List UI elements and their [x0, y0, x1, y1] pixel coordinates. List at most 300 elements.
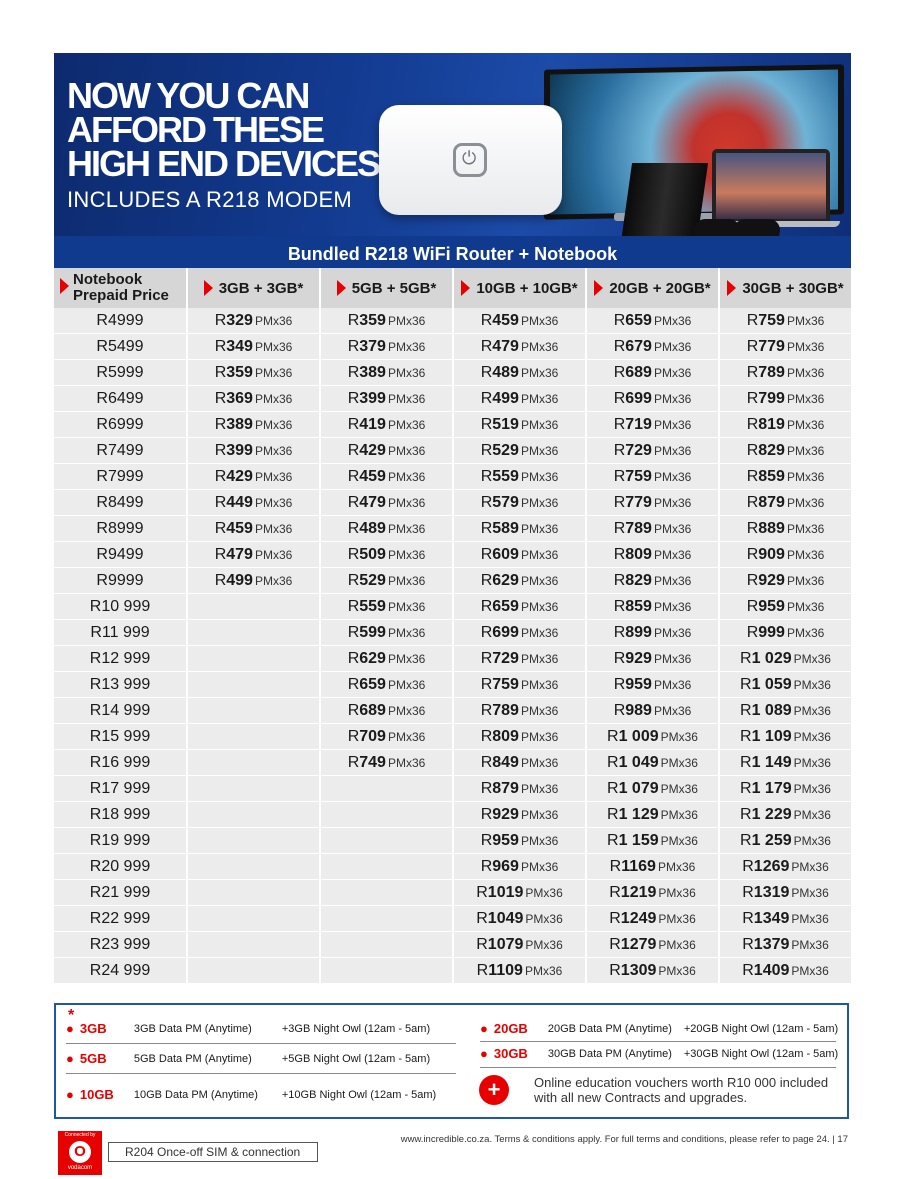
term-suffix: PMx36 [525, 911, 563, 926]
monthly-price-value: 459 [359, 467, 386, 485]
plan-price-cell [187, 412, 320, 438]
notebook-price-cell [54, 334, 187, 360]
table-row [54, 906, 851, 932]
term-suffix: PMx36 [793, 755, 831, 770]
legal-footer: www.incredible.co.za. Terms & conditions apply. For full terms and conditions, please refer to page 24. | 17 [400, 1134, 848, 1145]
notebook-price-cell [54, 620, 187, 646]
notebook-price-cell [54, 464, 187, 490]
monthly-price-value: 359 [226, 363, 253, 381]
term-suffix: PMx36 [653, 625, 692, 640]
currency-symbol: R [742, 883, 754, 901]
notebook-price-value: 8499 [107, 493, 144, 511]
monthly-price-value: 1279 [620, 935, 657, 953]
plan-price-cell [187, 386, 320, 412]
monthly-price-value: 629 [492, 571, 519, 589]
table-row [54, 464, 851, 490]
bullet-icon: ● [480, 1046, 488, 1061]
currency-symbol: R [613, 545, 626, 563]
currency-symbol: R [740, 805, 752, 823]
plan-price-cell [453, 594, 586, 620]
term-suffix: PMx36 [786, 521, 825, 536]
monthly-price-value: 719 [625, 415, 652, 433]
currency-symbol: R [613, 389, 626, 407]
plan-price-cell [187, 464, 320, 490]
currency-symbol: R [214, 389, 227, 407]
monthly-price-value: 429 [226, 467, 253, 485]
plan-price-cell [320, 334, 453, 360]
term-suffix: PMx36 [520, 339, 559, 354]
voucher-text: Online education vouchers worth R10 000 included with all new Contracts and upgrades. [534, 1075, 829, 1105]
bundle-title: Bundled R218 WiFi Router + Notebook [54, 236, 851, 268]
monthly-price-value: 879 [492, 779, 519, 797]
plan-price-cell [586, 854, 719, 880]
note-desc: +20GB Night Owl (12am - 5am) [683, 1022, 839, 1035]
currency-symbol: R [746, 597, 759, 615]
term-suffix: PMx36 [653, 495, 692, 510]
notebook-price-value: 12 999 [101, 649, 151, 667]
table-row [54, 360, 851, 386]
plan-price-cell [453, 698, 586, 724]
currency-symbol: R [480, 675, 493, 693]
hero-headline [67, 75, 380, 184]
notebook-price-value: 8999 [107, 519, 144, 537]
currency-symbol: R [740, 727, 752, 745]
currency-symbol: R [613, 311, 626, 329]
currency-symbol: R [613, 701, 626, 719]
currency-symbol: R [90, 623, 102, 641]
monthly-price-value: 1 029 [751, 649, 792, 667]
currency-symbol: R [607, 779, 619, 797]
monthly-price-value: 959 [758, 597, 785, 615]
term-suffix: PMx36 [793, 677, 831, 692]
monthly-price-value: 1 049 [618, 753, 659, 771]
monthly-price-value: 499 [492, 389, 519, 407]
table-row [54, 776, 851, 802]
term-suffix: PMx36 [786, 495, 825, 510]
table-row [54, 750, 851, 776]
term-suffix: PMx36 [653, 703, 692, 718]
plan-price-cell [320, 542, 453, 568]
plan-price-cell [187, 750, 320, 776]
gamepad-icon [694, 219, 740, 236]
term-suffix: PMx36 [653, 469, 692, 484]
note-desc: 30GB Data PM (Anytime) [547, 1047, 672, 1060]
term-suffix: PMx36 [387, 365, 426, 380]
term-suffix: PMx36 [524, 963, 563, 978]
monthly-price-value: 349 [226, 337, 253, 355]
plan-price-cell [187, 542, 320, 568]
notebook-price-cell [54, 698, 187, 724]
table-row [54, 932, 851, 958]
term-suffix: PMx36 [520, 625, 559, 640]
plan-price-cell [586, 334, 719, 360]
monthly-price-value: 479 [492, 337, 519, 355]
note-20gb [480, 1021, 838, 1036]
plan-price-cell [187, 698, 320, 724]
plan-price-cell [586, 906, 719, 932]
plan-price-cell [187, 958, 320, 984]
currency-symbol: R [480, 857, 493, 875]
term-suffix: PMx36 [657, 859, 696, 874]
plan-price-cell [453, 750, 586, 776]
monthly-price-value: 1349 [753, 909, 790, 927]
term-suffix: PMx36 [660, 755, 698, 770]
notebook-price-cell [54, 802, 187, 828]
term-suffix: PMx36 [387, 495, 426, 510]
monthly-price-value: 1 149 [751, 753, 792, 771]
plan-price-cell [586, 958, 719, 984]
currency-symbol: R [96, 363, 108, 381]
currency-symbol: R [746, 545, 759, 563]
table-row [54, 386, 851, 412]
plan-price-cell [719, 360, 851, 386]
plan-price-cell [320, 464, 453, 490]
currency-symbol: R [480, 337, 493, 355]
monthly-price-value: 1049 [487, 909, 524, 927]
term-suffix: PMx36 [520, 781, 559, 796]
plan-price-cell [453, 646, 586, 672]
term-suffix: PMx36 [387, 443, 426, 458]
term-suffix: PMx36 [254, 469, 293, 484]
table-row [54, 334, 851, 360]
table-row [54, 412, 851, 438]
notebook-price-value: 6999 [107, 415, 144, 433]
monthly-price-value: 729 [625, 441, 652, 459]
currency-symbol: R [89, 883, 102, 901]
monthly-price-value: 529 [359, 571, 386, 589]
monthly-price-value: 659 [359, 675, 386, 693]
plan-price-cell [453, 854, 586, 880]
plan-price-cell [719, 958, 851, 984]
monthly-price-value: 1409 [753, 961, 790, 979]
term-suffix: PMx36 [520, 391, 559, 406]
currency-symbol: R [214, 467, 227, 485]
column-header-plan [320, 268, 453, 308]
plan-price-cell [453, 932, 586, 958]
plan-price-cell [320, 412, 453, 438]
plan-price-cell [719, 880, 851, 906]
monthly-price-value: 789 [625, 519, 652, 537]
monthly-price-value: 559 [359, 597, 386, 615]
plan-price-cell [719, 724, 851, 750]
plan-price-cell [453, 776, 586, 802]
notebook-price-value: 23 999 [101, 935, 151, 953]
plan-price-cell [719, 802, 851, 828]
term-suffix: PMx36 [525, 885, 563, 900]
note-5gb [66, 1051, 430, 1066]
plan-price-cell [187, 594, 320, 620]
plan-price-cell [320, 516, 453, 542]
plan-price-cell [586, 620, 719, 646]
currency-symbol: R [742, 857, 754, 875]
currency-symbol: R [89, 935, 102, 953]
term-suffix: PMx36 [520, 573, 559, 588]
monthly-price-value: 629 [359, 649, 386, 667]
plan-price-cell [320, 308, 453, 334]
notebook-price-value: 18 999 [101, 805, 151, 823]
monthly-price-value: 849 [492, 753, 519, 771]
term-suffix: PMx36 [653, 417, 692, 432]
term-suffix: PMx36 [786, 599, 825, 614]
currency-symbol: R [89, 701, 102, 719]
plan-price-cell [453, 620, 586, 646]
term-suffix: PMx36 [786, 443, 825, 458]
notebook-price-value: 5499 [107, 337, 144, 355]
plan-price-cell [453, 412, 586, 438]
plan-price-cell [320, 698, 453, 724]
monthly-price-value: 1249 [620, 909, 657, 927]
plan-price-cell [719, 308, 851, 334]
currency-symbol: R [746, 415, 759, 433]
monthly-price-value: 809 [492, 727, 519, 745]
currency-symbol: R [613, 519, 626, 537]
currency-symbol: R [96, 493, 108, 511]
currency-symbol: R [480, 467, 493, 485]
monthly-price-value: 329 [226, 311, 253, 329]
plan-price-cell [320, 672, 453, 698]
currency-symbol: R [613, 597, 626, 615]
term-suffix: PMx36 [793, 807, 831, 822]
plan-price-cell [719, 490, 851, 516]
currency-symbol: R [746, 441, 759, 459]
header-label: 3GB + 3GB* [218, 279, 304, 297]
plan-price-cell [187, 854, 320, 880]
monthly-price-value: 909 [758, 545, 785, 563]
term-suffix: PMx36 [387, 339, 426, 354]
currency-symbol: R [480, 753, 493, 771]
red-arrow-icon [461, 280, 470, 296]
table-header-row [54, 268, 851, 308]
monthly-price-value: 779 [758, 337, 785, 355]
notebook-price-cell [54, 308, 187, 334]
monthly-price-value: 479 [226, 545, 253, 563]
plan-price-cell [320, 776, 453, 802]
plan-price-cell [586, 724, 719, 750]
plan-price-cell [453, 334, 586, 360]
monthly-price-value: 1019 [487, 883, 524, 901]
plan-price-cell [586, 568, 719, 594]
notebook-price-cell [54, 672, 187, 698]
notebook-price-value: 14 999 [101, 701, 151, 719]
plan-price-cell [719, 568, 851, 594]
table-row [54, 308, 851, 334]
monthly-price-value: 1 079 [618, 779, 659, 797]
plan-price-cell [187, 672, 320, 698]
notebook-price-cell [54, 360, 187, 386]
term-suffix: PMx36 [786, 391, 825, 406]
monthly-price-value: 1169 [621, 857, 656, 875]
plan-price-cell [320, 386, 453, 412]
currency-symbol: R [609, 883, 621, 901]
plan-price-cell [586, 438, 719, 464]
plan-price-cell [187, 724, 320, 750]
monthly-price-value: 809 [625, 545, 652, 563]
currency-symbol: R [89, 909, 102, 927]
term-suffix: PMx36 [660, 729, 698, 744]
plan-price-cell [320, 932, 453, 958]
term-suffix: PMx36 [387, 729, 426, 744]
plan-price-cell [187, 880, 320, 906]
plan-price-cell [320, 750, 453, 776]
notebook-price-value: 9499 [107, 545, 144, 563]
term-suffix: PMx36 [520, 443, 559, 458]
term-suffix: PMx36 [387, 625, 426, 640]
term-suffix: PMx36 [653, 443, 692, 458]
monthly-price-value: 859 [625, 597, 652, 615]
note-desc: 10GB Data PM (Anytime) [133, 1088, 258, 1101]
power-icon [453, 143, 487, 177]
monthly-price-value: 379 [359, 337, 386, 355]
monthly-price-value: 489 [359, 519, 386, 537]
term-suffix: PMx36 [660, 807, 698, 822]
note-3gb [66, 1021, 430, 1036]
notebook-price-cell [54, 958, 187, 984]
currency-symbol: R [214, 571, 227, 589]
monthly-price-value: 1309 [620, 961, 657, 979]
currency-symbol: R [746, 337, 759, 355]
plan-price-cell [453, 568, 586, 594]
plan-price-cell [453, 516, 586, 542]
currency-symbol: R [96, 337, 108, 355]
vodacom-logo [58, 1131, 102, 1175]
table-row [54, 516, 851, 542]
currency-symbol: R [347, 519, 360, 537]
plan-price-cell [719, 386, 851, 412]
plan-price-cell [586, 464, 719, 490]
plan-price-cell [187, 568, 320, 594]
term-suffix: PMx36 [254, 443, 293, 458]
red-arrow-icon [337, 280, 346, 296]
currency-symbol: R [609, 909, 621, 927]
monthly-price-value: 799 [758, 389, 785, 407]
plan-price-cell [187, 516, 320, 542]
plan-price-cell [719, 646, 851, 672]
currency-symbol: R [214, 441, 227, 459]
plan-price-cell [586, 932, 719, 958]
term-suffix: PMx36 [520, 547, 559, 562]
monthly-price-value: 1 059 [751, 675, 792, 693]
term-suffix: PMx36 [653, 599, 692, 614]
note-key: 10GB [79, 1087, 114, 1102]
term-suffix: PMx36 [653, 651, 692, 666]
plan-price-cell [320, 438, 453, 464]
term-suffix: PMx36 [660, 781, 698, 796]
monthly-price-value: 419 [359, 415, 386, 433]
monthly-price-value: 959 [625, 675, 652, 693]
plan-price-cell [320, 880, 453, 906]
term-suffix: PMx36 [387, 521, 426, 536]
plan-price-cell [586, 828, 719, 854]
term-suffix: PMx36 [786, 469, 825, 484]
table-row [54, 724, 851, 750]
plan-price-cell [586, 516, 719, 542]
term-suffix: PMx36 [387, 599, 426, 614]
term-suffix: PMx36 [786, 339, 825, 354]
currency-symbol: R [607, 753, 619, 771]
plan-price-cell [453, 542, 586, 568]
term-suffix: PMx36 [520, 755, 559, 770]
currency-symbol: R [613, 571, 626, 589]
currency-symbol: R [347, 727, 360, 745]
plan-price-cell [719, 776, 851, 802]
gamepad-icon [734, 219, 780, 236]
term-suffix: PMx36 [786, 417, 825, 432]
monthly-price-value: 1319 [753, 883, 790, 901]
term-suffix: PMx36 [387, 703, 426, 718]
monthly-price-value: 819 [758, 415, 785, 433]
plan-price-cell [719, 594, 851, 620]
notebook-price-value: 7999 [107, 467, 144, 485]
notebook-price-value: 20 999 [101, 857, 151, 875]
currency-symbol: R [347, 623, 360, 641]
term-suffix: PMx36 [658, 937, 696, 952]
term-suffix: PMx36 [254, 573, 293, 588]
monthly-price-value: 1 109 [751, 727, 792, 745]
notebook-price-value: 16 999 [101, 753, 151, 771]
currency-symbol: R [96, 441, 108, 459]
currency-symbol: R [480, 571, 493, 589]
term-suffix: PMx36 [793, 833, 831, 848]
notebook-price-value: 19 999 [101, 831, 151, 849]
monthly-price-value: 699 [625, 389, 652, 407]
hero-subline: INCLUDES A R218 MODEM [67, 187, 353, 212]
currency-symbol: R [613, 467, 626, 485]
term-suffix: PMx36 [786, 547, 825, 562]
logo-word: vodacom [67, 1165, 93, 1171]
currency-symbol: R [89, 727, 102, 745]
plan-price-cell [320, 906, 453, 932]
monthly-price-value: 929 [492, 805, 519, 823]
currency-symbol: R [740, 649, 752, 667]
monthly-price-value: 1 259 [751, 831, 792, 849]
table-row [54, 698, 851, 724]
term-suffix: PMx36 [254, 391, 293, 406]
monthly-price-value: 399 [226, 441, 253, 459]
monthly-price-value: 1219 [620, 883, 657, 901]
term-suffix: PMx36 [786, 313, 825, 328]
monthly-price-value: 859 [758, 467, 785, 485]
monthly-price-value: 759 [625, 467, 652, 485]
monthly-price-value: 529 [492, 441, 519, 459]
note-desc: 3GB Data PM (Anytime) [133, 1022, 252, 1035]
monthly-price-value: 399 [359, 389, 386, 407]
note-desc: 5GB Data PM (Anytime) [133, 1052, 252, 1065]
currency-symbol: R [480, 493, 493, 511]
column-header-plan [187, 268, 320, 308]
plan-price-cell [453, 464, 586, 490]
currency-symbol: R [613, 415, 626, 433]
table-row [54, 646, 851, 672]
currency-symbol: R [480, 415, 493, 433]
monthly-price-value: 489 [492, 363, 519, 381]
notebook-price-cell [54, 594, 187, 620]
term-suffix: PMx36 [520, 313, 559, 328]
monthly-price-value: 499 [226, 571, 253, 589]
currency-symbol: R [347, 441, 360, 459]
plan-price-cell [719, 438, 851, 464]
currency-symbol: R [347, 337, 360, 355]
term-suffix: PMx36 [387, 677, 426, 692]
currency-symbol: R [89, 831, 102, 849]
table-row [54, 828, 851, 854]
plan-price-cell [586, 308, 719, 334]
note-desc: +30GB Night Owl (12am - 5am) [683, 1047, 839, 1060]
currency-symbol: R [89, 597, 102, 615]
currency-symbol: R [480, 831, 493, 849]
currency-symbol: R [89, 779, 102, 797]
monthly-price-value: 1269 [753, 857, 790, 875]
currency-symbol: R [742, 961, 754, 979]
